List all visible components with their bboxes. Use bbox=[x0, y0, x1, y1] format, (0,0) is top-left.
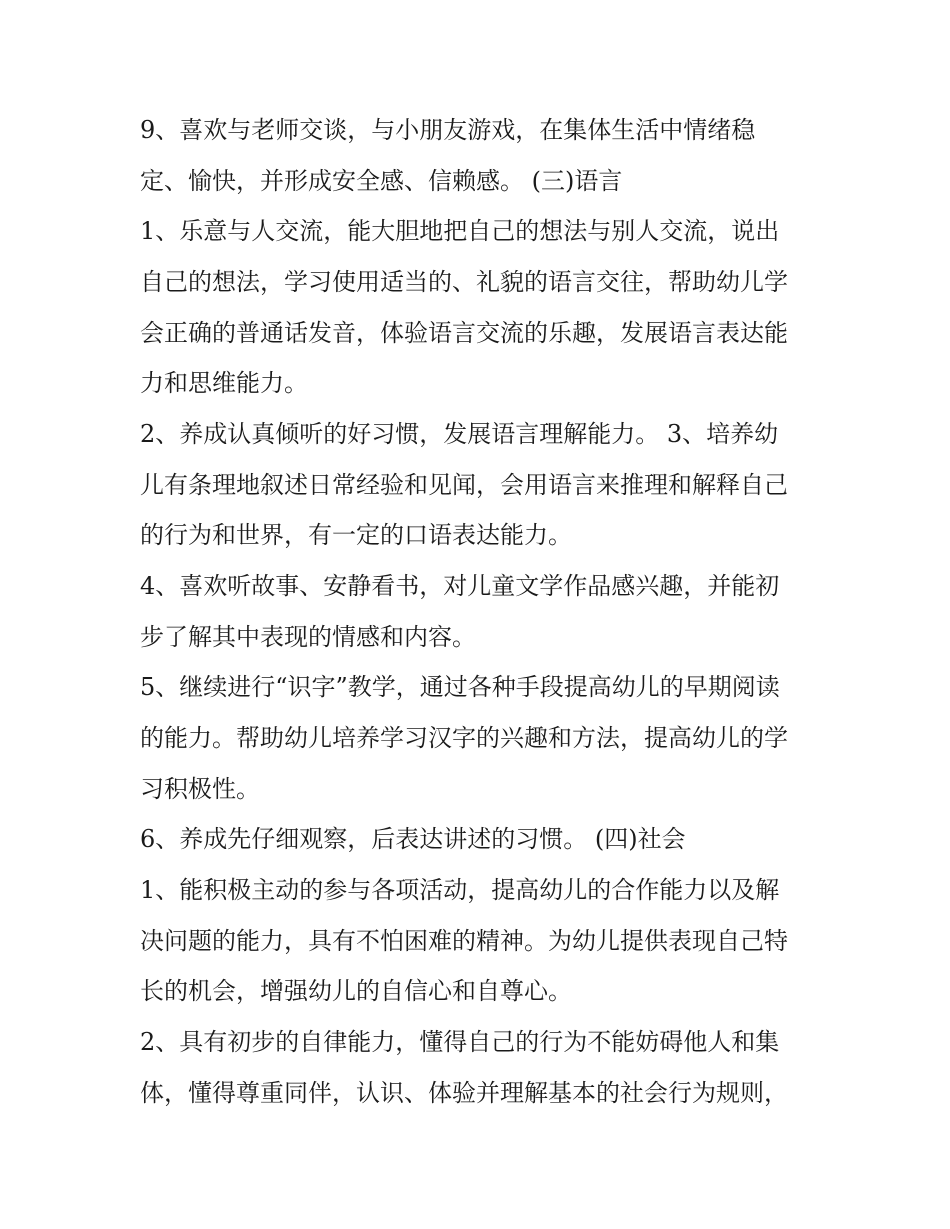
text-line: 1、能积极主动的参与各项活动，提高幼儿的合作能力以及解 bbox=[140, 876, 780, 904]
text-line: 习积极性。 bbox=[140, 775, 260, 803]
text-line: 的行为和世界，有一定的口语表达能力。 bbox=[140, 521, 572, 549]
text-line: 6、养成先仔细观察，后表达讲述的习惯。 (四)社会 bbox=[140, 825, 686, 853]
text-line: 定、愉快，并形成安全感、信赖感。 (三)语言 bbox=[140, 167, 623, 195]
text-line: 体，懂得尊重同伴，认识、体验并理解基本的社会行为规则， bbox=[140, 1079, 788, 1107]
text-line: 决问题的能力，具有不怕困难的精神。为幼儿提供表现自己特 bbox=[140, 927, 788, 955]
text-line: 5、继续进行“识字”教学，通过各种手段提高幼儿的早期阅读 bbox=[140, 673, 780, 701]
text-line: 力和思维能力。 bbox=[140, 369, 308, 397]
text-line: 会正确的普通话发音，体验语言交流的乐趣，发展语言表达能 bbox=[140, 319, 788, 347]
text-line: 儿有条理地叙述日常经验和见闻，会用语言来推理和解释自己 bbox=[140, 471, 788, 499]
text-line: 1、乐意与人交流，能大胆地把自己的想法与别人交流，说出 bbox=[140, 217, 780, 245]
text-line: 4、喜欢听故事、安静看书，对儿童文学作品感兴趣，并能初 bbox=[140, 572, 780, 600]
text-line: 的能力。帮助幼儿培养学习汉字的兴趣和方法，提高幼儿的学 bbox=[140, 724, 788, 752]
text-line: 2、养成认真倾听的好习惯，发展语言理解能力。 3、培养幼 bbox=[140, 420, 779, 448]
text-line: 长的机会，增强幼儿的自信心和自尊心。 bbox=[140, 977, 572, 1005]
text-line: 自己的想法，学习使用适当的、礼貌的语言交往，帮助幼儿学 bbox=[140, 268, 788, 296]
text-line: 2、具有初步的自律能力，懂得自己的行为不能妨碍他人和集 bbox=[140, 1028, 780, 1056]
text-line: 9、喜欢与老师交谈，与小朋友游戏，在集体生活中情绪稳 bbox=[140, 116, 756, 144]
text-line: 步了解其中表现的情感和内容。 bbox=[140, 623, 476, 651]
